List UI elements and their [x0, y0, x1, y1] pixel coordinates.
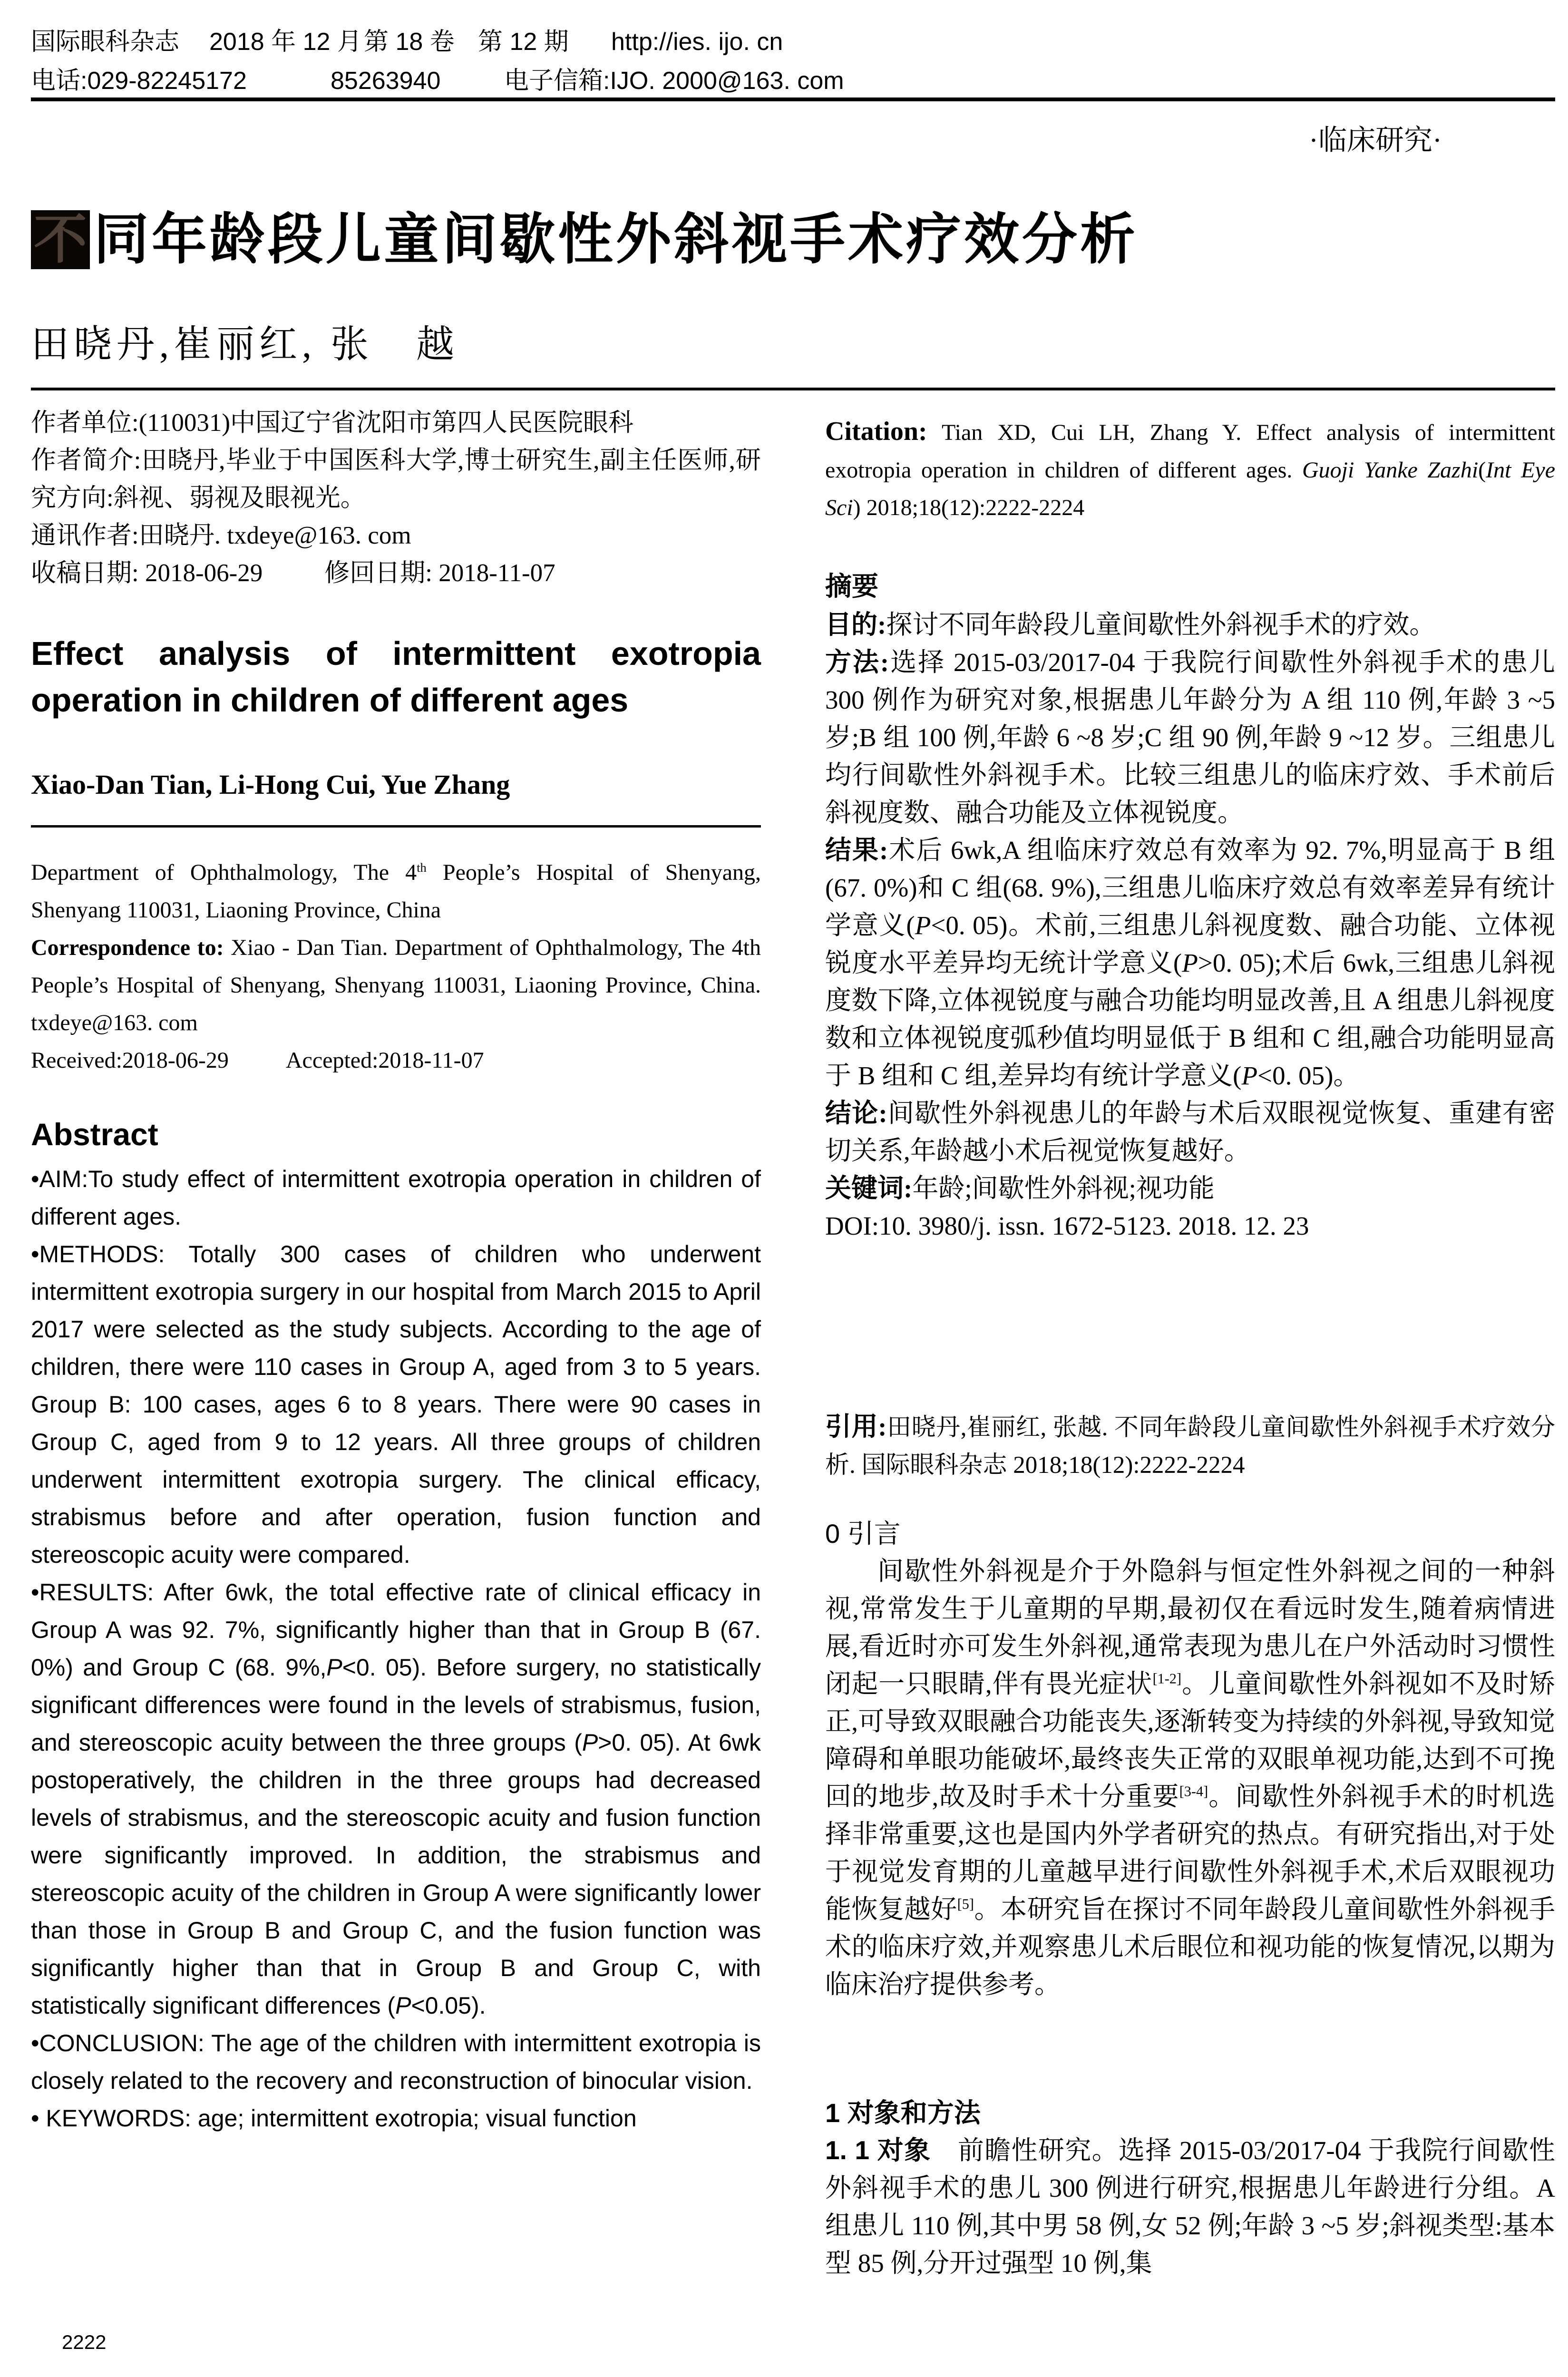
- accepted-date-en: Accepted:2018-11-07: [285, 1048, 484, 1073]
- text-run: People’s Hospital of Shenyang, Shenyang 110031, Liaoning Province, China: [31, 860, 761, 923]
- text-run: >0. 05);术后 6wk,三组患儿斜视度数下降,立体视锐度与融合功能均明显改善,且 A 组患儿斜视度数和立体视锐度弧秒值均明显低于 B 组和 C 组,融合功能明显高于 B 组和 C 组,差异均有统计学意义(: [825, 948, 1555, 1090]
- cn-citation-label: 引用:: [825, 1412, 887, 1441]
- text-run: >0. 05). At 6wk postoperatively, the children in the three groups had decreased levels of strabismus, and the stereoscopic acuity and fusion function were significantly improved. In addition, the strabismus and stereoscopic acuity of the children in Group A were significantly lower than those in Group B and Group C, and the fusion function was significantly higher than that in Group B and Group C, with statistically significant differences (: [31, 1729, 761, 2019]
- text-run: P: [915, 911, 931, 940]
- header-rule: [31, 97, 1555, 101]
- running-header-line-1: [31, 28, 783, 56]
- abstract-cn-conclusion: [825, 1094, 1555, 1169]
- text-run: 方法:: [825, 648, 889, 677]
- methods-body: [825, 2132, 1555, 2282]
- text-run: AIM:: [39, 1166, 88, 1192]
- running-header-line-2: [31, 67, 844, 95]
- text-run: The age of the children with intermittent exotropia is closely related to the recovery and reconstruction of binocular vision.: [31, 2030, 761, 2094]
- citation-label: Citation:: [825, 417, 927, 446]
- text-run: P: [1182, 948, 1198, 977]
- text-run: P: [1241, 1061, 1258, 1090]
- affiliation-english: [31, 854, 761, 1079]
- english-authors-rule: [31, 825, 761, 828]
- doi[interactable]: DOI:10. 3980/j. issn. 1672-5123. 2018. 12. 23: [825, 1211, 1309, 1240]
- text-run: 结果:: [825, 836, 888, 865]
- intro-paragraph: [825, 1552, 1555, 2003]
- text-run: 。儿童间歇性外斜视如不及时矫正,可导致双眼融合功能丧失,逐渐转变为持续的外斜视,导致知觉障碍和单眼功能破坏,最终丧失正常的双眼单视功能,达到不可挽回的地步,故及时手术十分重要: [825, 1669, 1555, 1811]
- text-run: <0. 05). Before surgery, no statistically significant differences were found in the levels of strabismus, fusion, and stereoscopic acuity between the three groups (: [31, 1654, 761, 1756]
- text-run: RESULTS:: [39, 1579, 154, 1606]
- dates-cn: [31, 555, 761, 592]
- text-run: 间歇性外斜视是介于外隐斜与恒定性外斜视之间的一种斜视,常常发生于儿童期的早期,最初仅在看远时发生,随着病情进展,看近时亦可发生外斜视,通常表现为患儿在户外活动时习惯性闭起一只眼睛,伴有畏光症状: [825, 1557, 1555, 1698]
- text-run: KEYWORDS:: [46, 2105, 192, 2132]
- text-run: 。本研究旨在探讨不同年龄段儿童间歇性外斜视手术的临床疗效,并观察患儿术后眼位和视功能的恢复情况,以期为临床治疗提供参考。: [825, 1895, 1555, 1999]
- english-authors: Xiao-Dan Tian, Li-Hong Cui, Yue Zhang: [31, 769, 510, 800]
- department-en: [31, 854, 761, 929]
- text-run: age; intermittent exotropia; visual function: [191, 2105, 637, 2132]
- citation-ref[interactable]: [5]: [957, 1896, 974, 1912]
- bullet-icon: •: [31, 1579, 39, 1606]
- text-run: 目的:: [825, 610, 886, 639]
- abstract-cn-aim: [825, 606, 1555, 643]
- text-run: Department of Ophthalmology, The 4: [31, 860, 417, 885]
- bullet-icon: •: [31, 1241, 39, 1267]
- abstract-chinese: [825, 606, 1555, 1245]
- received-date-en: Received:2018-06-29: [31, 1048, 229, 1073]
- article-title: [31, 206, 1138, 273]
- title-rule: [31, 388, 1555, 390]
- abstract-methods: [31, 1236, 761, 1574]
- citation-journal: Guoji Yanke Zazhi: [1302, 458, 1479, 483]
- bullet-icon: •: [31, 1166, 39, 1192]
- text-run: P: [326, 1654, 342, 1681]
- abstract-cn-heading: 摘要: [825, 572, 878, 602]
- text-run: CONCLUSION:: [39, 2030, 205, 2056]
- text-run: [825, 413, 1555, 526]
- abstract-cn-results: [825, 831, 1555, 1094]
- text-run: <0. 05)。术前,三组患儿斜视度数、融合功能、立体视锐度水平差异均无统计学意义(: [825, 911, 1555, 977]
- text-run: P: [582, 1729, 598, 1756]
- received-date-cn: 收稿日期: 2018-06-29: [31, 559, 263, 587]
- email[interactable]: 电子信箱:IJO. 2000@163. com: [504, 67, 844, 95]
- correspondence-text: Xiao - Dan Tian. Department of Ophthalmology, The 4th People’s Hospital of Shenyang, Shenyang 110031, Liaoning Province, China. txdeye@163. com: [31, 935, 761, 1035]
- abstract-conclusion: [31, 2025, 761, 2100]
- text-run: 间歇性外斜视患儿的年龄与术后双眼视觉恢复、重建有密切关系,年龄越小术后视觉恢复越好。: [825, 1099, 1555, 1165]
- citation-tail: ) 2018;18(12):2222-2224: [853, 495, 1085, 520]
- title-initial-drop-cap: 不: [31, 210, 90, 269]
- methods-subheading: 1. 1 对象: [825, 2135, 931, 2165]
- methods-heading: 1 对象和方法: [825, 2098, 981, 2128]
- dates-en: [31, 1042, 761, 1079]
- authors-chinese: 田晓丹,崔丽红, 张 越: [31, 324, 459, 366]
- issue: 第 12 期: [478, 28, 569, 56]
- phone-2: 85263940: [331, 67, 441, 95]
- citation-ref[interactable]: [1-2]: [1152, 1670, 1182, 1687]
- citation-text: Tian XD, Cui LH, Zhang Y. Effect analysis of intermittent exotropia operation in children of different ages.: [825, 420, 1555, 483]
- journal-name: 国际眼科杂志: [31, 28, 180, 56]
- methods-paragraph: [825, 2132, 1555, 2282]
- text-run: th: [417, 860, 427, 875]
- abstract-cn-methods: [825, 643, 1555, 831]
- citation-english: [825, 413, 1555, 526]
- text-run: 结论:: [825, 1099, 887, 1128]
- text-run: After 6wk, the total effective rate of clinical efficacy in Group A was 92. 7%, significantly higher than that in Group B (67. 0%) and Group C (68. 9%,: [31, 1579, 761, 1681]
- text-run: (: [1478, 458, 1486, 483]
- abstract-cn-keywords: [825, 1169, 1555, 1207]
- correspondence-label: Correspondence to:: [31, 935, 224, 960]
- text-run: 前瞻性研究。选择 2015-03/2017-04 于我院行间歇性外斜视手术的患儿 300 例进行研究,根据患儿年龄进行分组。A 组患儿 110 例,其中男 58 例,女 52 例;年龄 3 ~5 岁;斜视类型:基本型 85 例,分开过强型 10 例,集: [825, 2136, 1555, 2278]
- intro-heading: 0 引言: [825, 1519, 901, 1549]
- correspondence-en: [31, 929, 761, 1042]
- text-run: 年龄;间歇性外斜视;视功能: [912, 1174, 1215, 1203]
- author-bio: 作者简介:田晓丹,毕业于中国医科大学,博士研究生,副主任医师,研究方向:斜视、弱视及眼视光。: [31, 447, 761, 512]
- phone: 电话:029-82245172: [31, 67, 247, 95]
- intro-body: [825, 1552, 1555, 2003]
- issue-date: 2018 年 12 月: [209, 28, 362, 56]
- text-run: 关键词:: [825, 1174, 913, 1203]
- text-run: 术后 6wk,A 组临床疗效总有效率为 92. 7%,明显高于 B 组(67. 0%)和 C 组(68. 9%),三组患儿临床疗效总有效率差异有统计学意义(: [825, 836, 1555, 940]
- cn-citation-text: 田晓丹,崔丽红, 张越. 不同年龄段儿童间歇性外斜视手术疗效分析. 国际眼科杂志 2018;18(12):2222-2224: [825, 1414, 1555, 1479]
- english-title: Effect analysis of intermittent exotropia operation in children of different ages: [31, 635, 761, 719]
- citation-journal-en: Int Eye Sci: [825, 458, 1555, 520]
- abstract-aim: [31, 1160, 761, 1236]
- citation-ref[interactable]: [3-4]: [1179, 1783, 1208, 1800]
- abstract-heading: Abstract: [31, 1117, 158, 1152]
- revised-date-cn: 修回日期: 2018-11-07: [324, 559, 555, 587]
- abstract-english: [31, 1160, 761, 2137]
- bullet-icon: •: [31, 2030, 39, 2056]
- text-run: <0. 05)。: [1257, 1061, 1360, 1090]
- corresponding-author: 通讯作者:田晓丹. txdeye@163. com: [31, 522, 411, 549]
- text-run: 。间歇性外斜视手术的时机选择非常重要,这也是国内外学者研究的热点。有研究指出,对于处于视觉发育期的儿童越早进行间歇性外斜视手术,术后双眼视功能恢复越好: [825, 1782, 1555, 1924]
- text-run: <0.05).: [411, 1992, 486, 2019]
- volume: 第 18 卷: [364, 28, 455, 56]
- journal-url[interactable]: http://ies. ijo. cn: [611, 28, 783, 56]
- page-number: 2222: [62, 2331, 107, 2353]
- author-info: [31, 404, 761, 592]
- text-run: P: [395, 1992, 411, 2019]
- text-run: To study effect of intermittent exotropia operation in children of different ages.: [31, 1166, 761, 1230]
- title-text: 同年龄段儿童间歇性外斜视手术疗效分析: [94, 207, 1138, 272]
- text-run: 选择 2015-03/2017-04 于我院行间歇性外斜视手术的患儿 300 例作为研究对象,根据患儿年龄分为 A 组 110 例,年龄 3 ~5 岁;B 组 100 例,年龄 6 ~8 岁;C 组 90 例,年龄 9 ~12 岁。三组患儿均行间歇性外斜视手术。比较三组患儿的临床疗效、手术前后斜视度数、融合功能及立体视锐度。: [825, 648, 1555, 827]
- abstract-keywords: [31, 2100, 761, 2137]
- text-run: Totally 300 cases of children who underwent intermittent exotropia surgery in our hospital from March 2015 to April 2017 were selected as the study subjects. According to the age of children, there were 110 cases in Group A, aged from 3 to 5 years. Group B: 100 cases, ages 6 to 8 years. There were 90 cases in Group C, aged from 9 to 12 years. All three groups of children underwent intermittent exotropia surgery. The clinical efficacy, strabismus before and after operation, fusion function and stereoscopic acuity were compared.: [31, 1241, 761, 1568]
- abstract-results: [31, 1574, 761, 2025]
- text-run: 探讨不同年龄段儿童间歇性外斜视手术的疗效。: [886, 610, 1436, 639]
- text-run: METHODS:: [39, 1241, 165, 1267]
- text-run: [825, 1408, 1555, 1484]
- citation-chinese: [825, 1408, 1555, 1484]
- author-affiliation: 作者单位:(110031)中国辽宁省沈阳市第四人民医院眼科: [31, 409, 634, 437]
- section-tag: ·临床研究·: [1309, 125, 1442, 156]
- bullet-icon: •: [31, 2105, 39, 2132]
